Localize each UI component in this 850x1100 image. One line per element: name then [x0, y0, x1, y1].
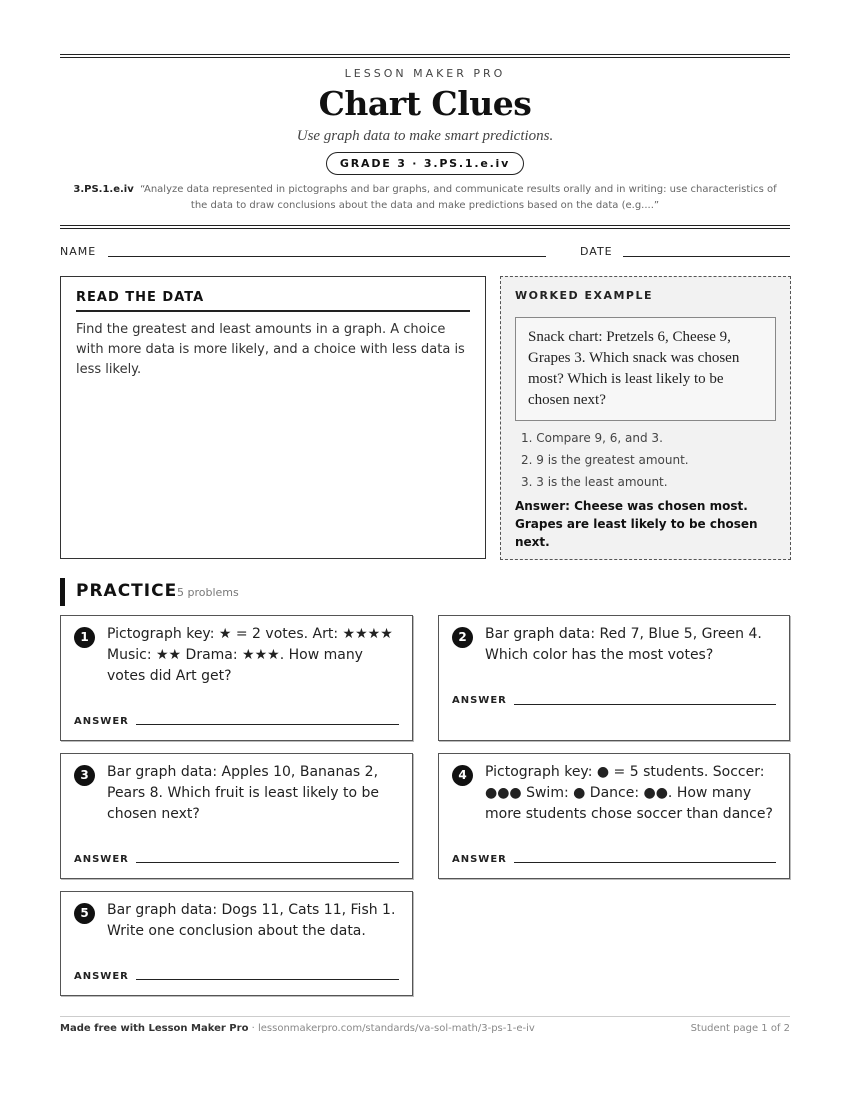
answer-label: ANSWER — [74, 716, 129, 727]
problem-text: Pictograph key: ★ = 2 votes. Art: ★★★★ Music: ★★ Drama: ★★★. How many votes did Art get? — [107, 626, 393, 684]
date-field[interactable] — [623, 256, 790, 257]
answer-label: ANSWER — [74, 854, 129, 865]
page-subtitle: Use graph data to make smart predictions. — [296, 128, 554, 144]
problem-text: Bar graph data: Apples 10, Bananas 2, Pears 8. Which fruit is least likely to be chosen next? — [107, 764, 380, 822]
answer-label: ANSWER — [452, 854, 507, 865]
practice-section-header — [60, 578, 460, 606]
problem-card-3 — [60, 753, 413, 879]
problem-number-badge: 4 — [452, 765, 473, 786]
footer-page-number: Student page 1 of 2 — [690, 1023, 790, 1034]
worked-example-answer: Answer: Cheese was chosen most. Grapes are least likely to be chosen next. — [515, 499, 758, 549]
header-rule-bottom — [60, 225, 790, 229]
problem-number-badge: 5 — [74, 903, 95, 924]
date-label: DATE — [580, 245, 613, 258]
worked-step: 3. 3 is the least amount. — [521, 475, 668, 489]
problem-text: Pictograph key: ● = 5 students. Soccer: ●●● Swim: ● Dance: ●●. How many more students chose soccer than dance? — [485, 764, 773, 822]
answer-label: ANSWER — [452, 695, 507, 706]
problem-card-5 — [60, 891, 413, 996]
worksheet-page — [60, 0, 790, 1100]
worked-example-question: Snack chart: Pretzels 6, Cheese 9, Grapes 3. Which snack was chosen most? Which is least likely to be chosen next? — [515, 317, 776, 421]
problem-number-badge: 1 — [74, 627, 95, 648]
practice-title: PRACTICE — [76, 581, 178, 601]
footer-credit — [60, 1023, 535, 1034]
answer-field[interactable] — [514, 862, 776, 863]
brand-name: LESSON MAKER PRO — [344, 67, 506, 80]
name-date-row — [60, 245, 790, 261]
problem-card-2 — [438, 615, 790, 741]
grade-badge-wrap — [60, 152, 790, 175]
problem-text: Bar graph data: Red 7, Blue 5, Green 4. Which color has the most votes? — [485, 626, 762, 663]
name-label: NAME — [60, 245, 97, 258]
answer-field[interactable] — [136, 862, 399, 863]
header-rule-top — [60, 54, 790, 58]
problem-card-4 — [438, 753, 790, 879]
worked-step: 2. 9 is the greatest amount. — [521, 453, 689, 467]
standard-code: 3.PS.1.e.iv — [73, 184, 134, 195]
page-title: Chart Clues — [318, 84, 532, 123]
answer-field[interactable] — [514, 704, 776, 705]
standard-text: “Analyze data represented in pictographs and bar graphs, and communicate results orally and in writing: use characteristics of the data to draw conclusions about the data and make predictions based on the data (e.g....” — [140, 184, 777, 211]
standard-description — [60, 182, 790, 214]
worked-example-steps — [515, 427, 776, 493]
footer-rule — [60, 1016, 790, 1017]
worked-step: 1. Compare 9, 6, and 3. — [521, 431, 663, 445]
grade-badge: GRADE 3 · 3.PS.1.e.iv — [326, 152, 524, 175]
footer-url[interactable]: · lessonmakerpro.com/standards/va-sol-math/3-ps-1-e-iv — [248, 1023, 535, 1034]
read-the-data-box — [60, 276, 486, 559]
practice-count: 5 problems — [177, 586, 239, 599]
worked-example-heading: WORKED EXAMPLE — [515, 289, 653, 302]
name-field[interactable] — [108, 256, 546, 257]
problem-text: Bar graph data: Dogs 11, Cats 11, Fish 1. Write one conclusion about the data. — [107, 902, 396, 939]
read-the-data-text: Find the greatest and least amounts in a graph. A choice with more data is more likely, and a choice with less data is less likely. — [76, 322, 465, 377]
problem-number-badge: 2 — [452, 627, 473, 648]
read-the-data-heading: READ THE DATA — [76, 290, 470, 312]
answer-field[interactable] — [136, 724, 399, 725]
answer-label: ANSWER — [74, 971, 129, 982]
worked-example-box — [500, 276, 791, 560]
problem-card-1 — [60, 615, 413, 741]
footer-made-with: Made free with Lesson Maker Pro — [60, 1023, 249, 1034]
practice-accent-bar — [60, 578, 65, 606]
answer-field[interactable] — [136, 979, 399, 980]
problem-number-badge: 3 — [74, 765, 95, 786]
